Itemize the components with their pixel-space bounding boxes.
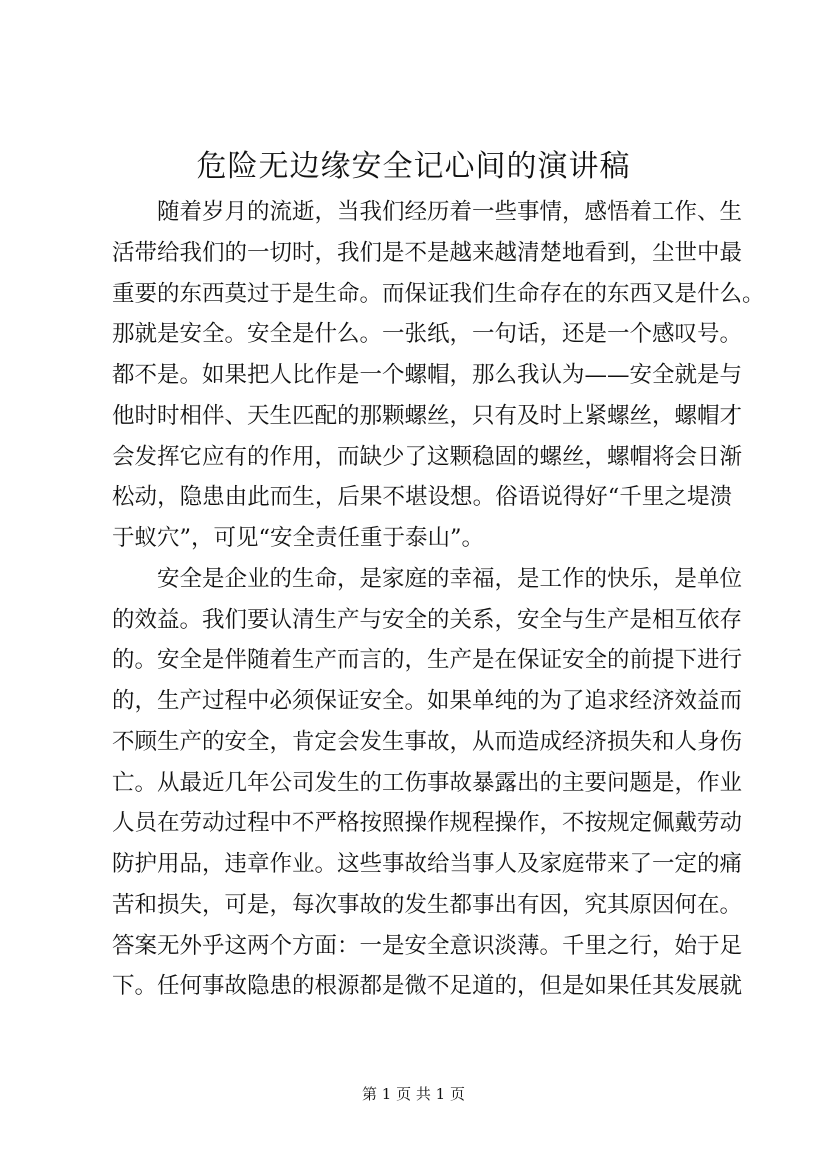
paragraph-line: 下。任何事故隐患的根源都是微不足道的，但是如果任其发展就 xyxy=(112,973,743,1000)
paragraph-line: 他时时相伴、天生匹配的那颗螺丝，只有及时上紧螺丝，螺帽才 xyxy=(112,402,743,429)
paragraph-line: 活带给我们的一切时，我们是不是越来越清楚地看到，尘世中最 xyxy=(112,239,743,266)
page-footer: 第 1 页 共 1 页 xyxy=(362,1085,465,1103)
paragraph-line: 苦和损失，可是，每次事故的发生都事出有因，究其原因何在。 xyxy=(112,891,743,918)
paragraph-line: 亡。从最近几年公司发生的工伤事故暴露出的主要问题是，作业 xyxy=(112,769,743,796)
paragraph-line: 都不是。如果把人比作是一个螺帽，那么我认为——安全就是与 xyxy=(112,362,743,388)
paragraph-line: 松动，隐患由此而生，后果不堪设想。俗语说得好“千里之堤溃 xyxy=(112,484,732,511)
paragraph-line: 不顾生产的安全，肯定会发生事故，从而造成经济损失和人身伤 xyxy=(112,728,743,755)
paragraph-line: 随着岁月的流逝，当我们经历着一些事情，感悟着工作、生 xyxy=(157,199,743,225)
paragraph-line: 那就是安全。安全是什么。一张纸，一句话，还是一个感叹号。 xyxy=(112,321,743,348)
paragraph-line: 的。安全是伴随着生产而言的，生产是在保证安全的前提下进行 xyxy=(112,647,743,674)
paragraph-line: 重要的东西莫过于是生命。而保证我们生命存在的东西又是什么。 xyxy=(112,280,765,307)
paragraph-line: 会发挥它应有的作用，而缺少了这颗稳固的螺丝，螺帽将会日渐 xyxy=(112,443,743,470)
paragraph-2 xyxy=(112,559,743,1007)
paragraph-line: 的，生产过程中必须保证安全。如果单纯的为了追求经济效益而 xyxy=(112,688,743,714)
paragraph-line: 安全是企业的生命，是家庭的幸福，是工作的快乐，是单位 xyxy=(157,565,743,592)
paragraph-line: 人员在劳动过程中不严格按照操作规程操作，不按规定佩戴劳动 xyxy=(112,810,743,837)
paragraph-line: 答案无外乎这两个方面：一是安全意识淡薄。千里之行，始于足 xyxy=(112,932,743,959)
paragraph-line: 于蚁穴”，可见“安全责任重于泰山”。 xyxy=(112,525,485,551)
paragraph-1 xyxy=(112,192,765,559)
document-title: 危险无边缘安全记心间的演讲稿 xyxy=(196,149,631,184)
paragraph-line: 的效益。我们要认清生产与安全的关系，安全与生产是相互依存 xyxy=(112,606,743,633)
document-body xyxy=(112,192,765,1007)
paragraph-line: 防护用品，违章作业。这些事故给当事人及家庭带来了一定的痛 xyxy=(112,851,743,877)
